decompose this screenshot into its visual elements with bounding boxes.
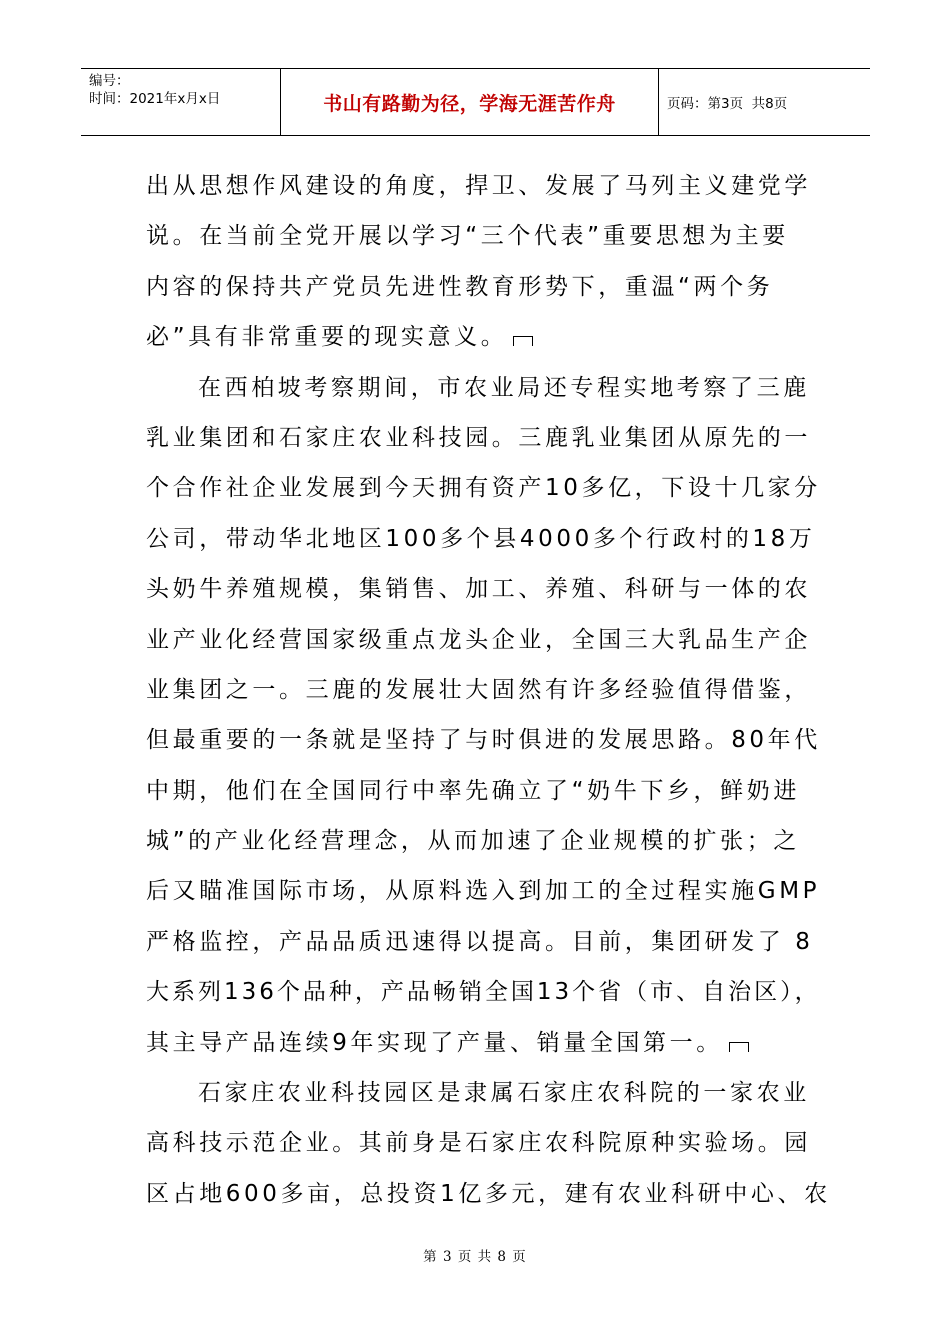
text-line: 高科技示范企业。其前身是石家庄农科院原种实验场。园	[146, 1130, 811, 1157]
document-time-label: 时间：2021年x月x日	[89, 91, 221, 107]
document-number-label: 编号：	[89, 73, 130, 89]
text-line: 业集团之一。三鹿的发展壮大固然有许多经验值得借鉴，	[146, 676, 811, 703]
text-line: 内容的保持共产党员先进性教育形势下，重温“两个务	[146, 273, 774, 300]
text-line-end	[146, 1018, 808, 1068]
text-line: 个合作社企业发展到今天拥有资产10多亿，下设十几家分	[146, 475, 821, 502]
paragraph-end-mark-icon	[729, 1042, 749, 1052]
text-line: 说。在当前全党开展以学习“三个代表”重要思想为主要	[146, 223, 789, 250]
header-page-cell	[659, 69, 870, 135]
text-line-end	[146, 312, 808, 362]
header-meta-cell	[81, 69, 281, 135]
text-line: 城”的产业化经营理念，从而加速了企业规模的扩张；之	[146, 828, 800, 855]
text-line: 区占地600多亩，总投资1亿多元，建有农业科研中心、农	[146, 1180, 831, 1207]
page-footer: 第 3 页 共 8 页	[423, 1249, 527, 1265]
header-motto: 书山有路勤为径，学海无涯苦作舟	[281, 69, 659, 135]
text-line: 严格监控，产品品质迅速得以提高。目前，集团研发了 8	[146, 928, 814, 955]
text-line-content: 必”具有非常重要的现实意义。	[146, 324, 508, 351]
text-line: 出从思想作风建设的角度，捍卫、发展了马列主义建党学	[146, 173, 811, 199]
text-line: 后又瞄准国际市场，从原料选入到加工的全过程实施GMP	[146, 878, 821, 905]
text-line: 乳业集团和石家庄农业科技园。三鹿乳业集团从原先的一	[146, 424, 811, 451]
header-table	[81, 68, 870, 136]
text-line-first: 石家庄农业科技园区是隶属石家庄农科院的一家农业	[198, 1080, 810, 1107]
text-line: 头奶牛养殖规模，集销售、加工、养殖、科研与一体的农	[146, 576, 811, 603]
paragraph-end-mark-icon	[513, 336, 533, 346]
text-line: 中期，他们在全国同行中率先确立了“奶牛下乡，鲜奶进	[146, 777, 800, 804]
text-line: 大系列136个品种，产品畅销全国13个省（市、自治区），	[146, 979, 821, 1006]
text-line-first: 在西柏坡考察期间，市农业局还专程实地考察了三鹿	[198, 374, 810, 401]
text-line: 公司，带动华北地区100多个县4000多个行政村的18万	[146, 525, 816, 552]
text-line: 但最重要的一条就是坚持了与时俱进的发展思路。80年代	[146, 727, 821, 754]
document-body	[146, 161, 831, 1219]
header-page-label: 页码：第3页 共8页	[667, 96, 788, 112]
text-line: 业产业化经营国家级重点龙头企业，全国三大乳品生产企	[146, 626, 811, 653]
text-line-content: 其主导产品连续9年实现了产量、销量全国第一。	[146, 1029, 723, 1056]
